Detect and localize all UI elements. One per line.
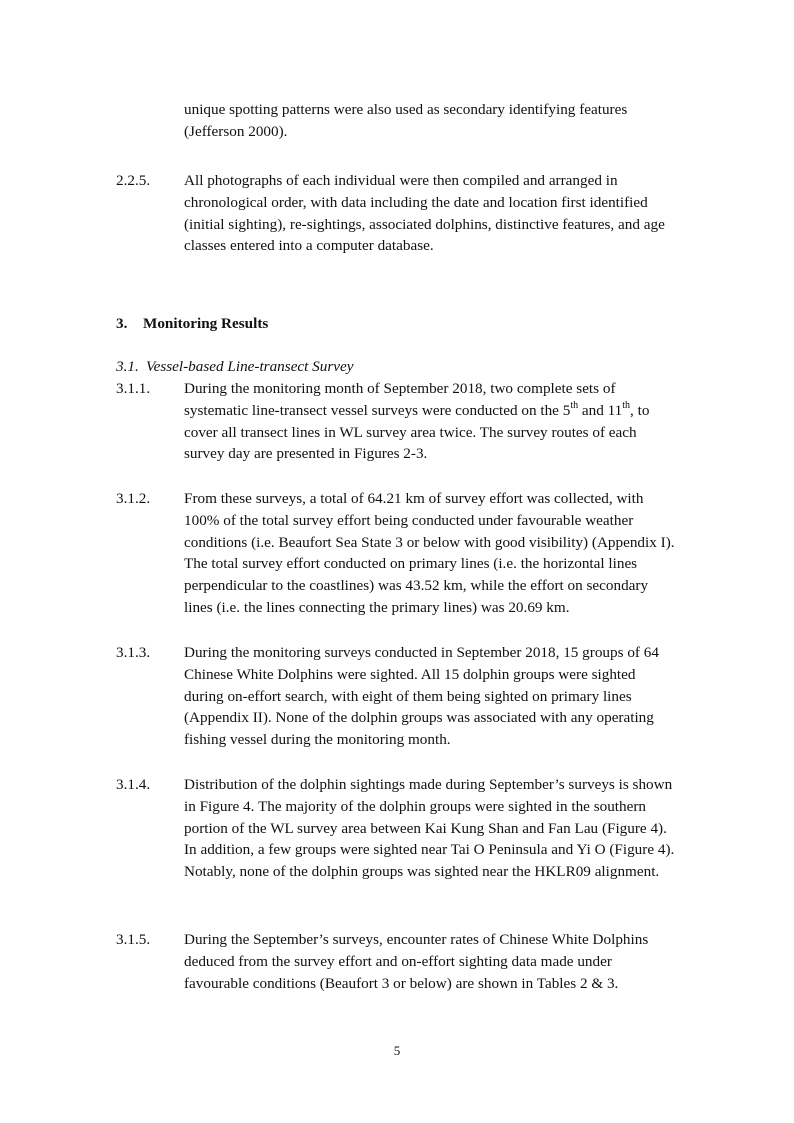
section-title: Monitoring Results [143,315,269,332]
paragraph-text: During the September’s surveys, encounter rates of Chinese White Dolphins deduced from the survey effort and on-effort sighting data made under favourable conditions (Beaufort 3 or below) are shown in Tables 2 & 3. [184,931,649,992]
paragraph-3-1-1 [116,378,676,465]
paragraph-3-1-4 [116,774,676,883]
paragraph-number: 3.1.1. [116,380,151,397]
subsection-heading-3-1 [116,356,354,378]
paragraph-text: All photographs of each individual were then compiled and arranged in chronological order, with data including the date and location first identified (initial sighting), re-sightings, associated dolphins, distinctive features, and age classes entered into a computer database. [184,172,665,255]
superscript-th-2: th [622,399,631,411]
paragraph-text [184,378,676,465]
paragraph-text: During the monitoring surveys conducted in September 2018, 15 groups of 64 Chinese White Dolphins were sighted. All 15 dolphin groups were sighted during on-effort search, with eight of them being sighted on primary lines (Appendix II). None of the dolphin groups was associated with any operating fishing vessel during the monitoring month. [184,644,659,749]
paragraph-3-1-5 [116,929,676,994]
paragraph-3-1-2 [116,488,676,619]
paragraph-number: 2.2.5. [116,172,151,189]
paragraph-2-2-5 [116,170,676,257]
paragraph-3-1-3 [116,642,676,751]
continuation-paragraph [184,99,676,143]
text-part-c: , to cover all transect lines in WL survey area twice. The survey routes of each survey day are presented in Figures 2-3. [184,401,650,463]
text-part-a: During the monitoring month of September 2018, two complete sets of systematic line-transect vessel surveys were conducted on the 5 [184,380,616,419]
paragraph-text: From these surveys, a total of 64.21 km of survey effort was collected, with 100% of the total survey effort being conducted under favourable weather conditions (i.e. Beaufort Sea State 3 or below with good visibility) (Appendix I). The total survey effort conducted on primary lines (i.e. the horizontal lines perpendicular to the coastlines) was 43.52 km, while the effort on secondary lines (i.e. the lines connecting the primary lines) was 20.69 km. [184,490,675,616]
continuation-text: unique spotting patterns were also used as secondary identifying features (Jefferson 2000). [184,101,628,140]
section-number: 3. [116,315,128,332]
page-number: 5 [393,1043,401,1058]
text-part-b: and 11 [578,401,623,419]
paragraph-text: Distribution of the dolphin sightings made during September’s surveys is shown in Figure 4. The majority of the dolphin groups were sighted in the southern portion of the WL survey area between Kai Kung Shan and Fan Lau (Figure 4). In addition, a few groups were sighted near Tai O Peninsula and Yi O (Figure 4). Notably, none of the dolphin groups was sighted near the HKLR09 alignment. [184,776,675,881]
section-heading-3 [116,313,268,335]
subsection-title: Vessel-based Line-transect Survey [146,358,354,375]
paragraph-number: 3.1.3. [116,644,151,661]
paragraph-number: 3.1.4. [116,776,151,793]
paragraph-number: 3.1.2. [116,490,151,507]
superscript-th-1: th [570,399,579,411]
paragraph-number: 3.1.5. [116,931,151,948]
subsection-number: 3.1. [116,358,139,375]
